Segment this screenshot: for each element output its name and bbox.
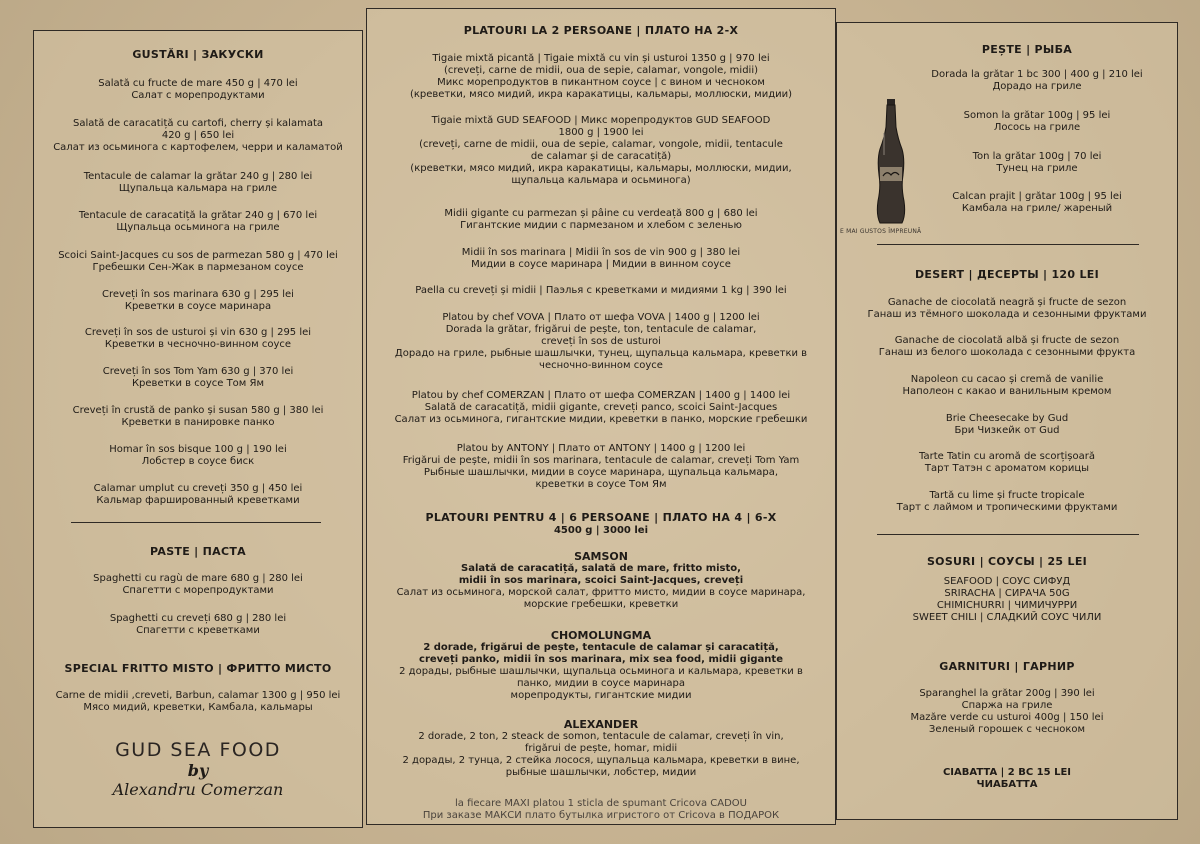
item-name: Tartă cu lime și fructe tropicale xyxy=(929,490,1085,501)
item-line: Гигантские мидии с пармезаном и хлебом с зеленью xyxy=(460,220,742,231)
item-translation: Бри Чизкейк от Gud xyxy=(954,425,1060,436)
sauce-item: SWEET CHILI | СЛАДКИЙ СОУС ЧИЛИ xyxy=(912,612,1102,623)
sosuri-section xyxy=(837,555,1177,624)
item-line: frigărui de pește, homar, midii xyxy=(524,743,678,754)
desert-item xyxy=(837,297,1177,321)
platouri4-section xyxy=(367,511,835,537)
paste-section xyxy=(34,545,362,559)
item-line: 2 dorade, 2 ton, 2 steack de somon, tentacule de calamar, creveți în vin, xyxy=(418,731,784,742)
gustari-item xyxy=(34,118,362,154)
gustari-item xyxy=(34,483,362,507)
item-translation: Лобстер в соусе биск xyxy=(141,456,255,467)
platou-item xyxy=(367,115,835,187)
item-name: Spaghetti cu creveți 680 g | 280 lei xyxy=(109,613,287,624)
divider xyxy=(877,244,1139,245)
item-translation: Спагетти с морепродуктами xyxy=(122,585,274,596)
paste-item xyxy=(34,573,362,597)
bottle-caption: E MAI GUSTOS ÎMPREUNĂ xyxy=(840,228,922,235)
desert-item xyxy=(837,413,1177,437)
garnituri-section xyxy=(837,660,1177,674)
item-translation: Спагетти с креветками xyxy=(136,625,260,636)
brand-by: by xyxy=(187,761,209,780)
item-translation: Ганаш из тёмного шоколада и сезонными фруктами xyxy=(867,309,1147,320)
peste-item xyxy=(897,110,1177,134)
paste-header: PASTE | ПАСТА xyxy=(150,545,246,558)
group-title: CHOMOLUNGMA xyxy=(550,629,652,642)
item-line: Salată de caracatiță, midii gigante, creveți panco, scoici Saint-Jacques xyxy=(424,402,778,413)
item-translation: Креветки в соусе маринара xyxy=(124,301,272,312)
item-line: (креветки, мясо мидий, икра каракатицы, кальмары, моллюски, мидии) xyxy=(409,89,793,100)
item-name: Salată cu fructe de mare 450 g | 470 lei xyxy=(98,78,298,89)
gustari-header: GUSTĂRI | ЗАКУСКИ xyxy=(132,48,264,61)
item-translation: Наполеон с какао и ванильным кремом xyxy=(902,386,1112,397)
item-line: 2 дорады, 2 тунца, 2 стейка лосося, щупальца кальмара, креветки в вине, xyxy=(402,755,800,766)
desert-header: DESERT | ДЕСЕРТЫ | 120 LEI xyxy=(915,268,1099,281)
item-name: Mazăre verde cu usturoi 400g | 150 lei xyxy=(910,712,1104,723)
item-line: Салат из осьминога, морской салат, фритто мисто, мидии в соусе маринара, xyxy=(396,587,806,598)
platou-item xyxy=(367,208,835,232)
item-line: Platou by ANTONY | Плато от ANTONY | 1400 g | 1200 lei xyxy=(456,443,746,454)
item-line: Paella cu creveți și midii | Паэлья с креветками и мидиями 1 kg | 390 lei xyxy=(415,285,787,296)
item-translation: Спаржа на гриле xyxy=(961,700,1053,711)
garnituri-header: GARNITURI | ГАРНИР xyxy=(939,660,1075,673)
item-name: Tentacule de caracatiță la grătar 240 g | 670 lei xyxy=(78,210,318,221)
ciabatta-label: CIABATTA | 2 BC 15 LEI xyxy=(942,767,1072,778)
item-translation: Кальмар фаршированный креветками xyxy=(96,495,300,506)
platouri2-header: PLATOURI LA 2 PERSOANE | ПЛАТО НА 2-Х xyxy=(463,24,739,37)
item-line: панко, мидии в соусе маринара xyxy=(517,678,685,689)
item-line: (creveți, carne de midii, oua de sepie, calamar, vongole, midii) xyxy=(443,65,759,76)
item-name: Ton la grătar 100g | 70 lei xyxy=(972,151,1102,162)
item-line: Platou by chef VOVA | Плато от шефа VOVA | 1400 g | 1200 lei xyxy=(442,312,760,323)
item-price: 420 g | 650 lei xyxy=(161,130,235,141)
item-name: Creveți în sos de usturoi și vin 630 g | 295 lei xyxy=(84,327,312,338)
group-title: SAMSON xyxy=(574,550,628,563)
peste-header: PEȘTE | РЫБА xyxy=(981,43,1073,56)
platouri4-header: PLATOURI PENTRU 4 | 6 PERSOANE | ПЛАТО НА 4 | 6-Х xyxy=(425,511,777,524)
item-translation: Креветки в панировке панко xyxy=(121,417,275,428)
platou-item xyxy=(367,247,835,271)
gustari-item xyxy=(34,366,362,390)
item-line: Midii în sos marinara | Midii în sos de vin 900 g | 380 lei xyxy=(461,247,741,258)
item-line: Salată de caracatiță, salată de mare, fritto misto, xyxy=(461,563,741,574)
item-line: 2 дорады, рыбные шашлычки, щупальца осьминога и кальмара, креветки в xyxy=(399,666,803,677)
desert-item xyxy=(837,490,1177,514)
cola-bottle-icon xyxy=(872,97,910,227)
item-line: щупальца кальмара и осьминога) xyxy=(511,175,691,186)
platouri4-price: 4500 g | 3000 lei xyxy=(553,525,649,536)
platouri2-section xyxy=(367,24,835,38)
item-line: Микс морепродуктов в пикантном соусе | с вином и чесноком xyxy=(437,77,765,88)
item-line: (креветки, мясо мидий, икра каракатицы, кальмары, моллюски, мидии, xyxy=(410,163,792,174)
fritto-section xyxy=(34,662,362,676)
desert-section xyxy=(837,268,1177,282)
item-translation: Лосось на гриле xyxy=(993,122,1081,133)
ciabatta-translation: ЧИАБАТТА xyxy=(976,779,1038,790)
item-translation: Салат с морепродуктами xyxy=(131,90,265,101)
sauce-item: SEAFOOD | СОУС СИФУД xyxy=(943,576,1071,587)
item-line: creveți panko, midii în sos marinara, mix sea food, midii gigante xyxy=(419,654,783,665)
gustari-item xyxy=(34,405,362,429)
item-translation: Тарт Татэн с ароматом корицы xyxy=(924,463,1090,474)
gustari-item xyxy=(34,327,362,351)
sosuri-header: SOSURI | СОУСЫ | 25 LEI xyxy=(926,555,1088,568)
brand-author: Alexandru Comerzan xyxy=(112,780,284,799)
item-name: Somon la grătar 100g | 95 lei xyxy=(963,110,1111,121)
item-name: Creveți în crustă de panko și susan 580 g | 380 lei xyxy=(72,405,324,416)
item-line: Рыбные шашлычки, мидии в соусе маринара, щупальца кальмара, xyxy=(423,467,779,478)
item-translation: Креветки в соусе Том Ям xyxy=(131,378,265,389)
item-line: Дорадо на гриле, рыбные шашлычки, тунец, щупальца кальмара, креветки в xyxy=(394,348,808,359)
item-translation: Мясо мидий, креветки, Камбала, кальмары xyxy=(83,702,313,713)
platou-item xyxy=(367,390,835,426)
item-name: Ganache de ciocolată neagră și fructe de sezon xyxy=(887,297,1127,308)
item-line: Мидии в соусе маринара | Мидии в винном соусе xyxy=(471,259,731,270)
item-line: морепродукты, гигантские мидии xyxy=(510,690,692,701)
gustari-item xyxy=(34,171,362,195)
garnituri-item xyxy=(837,688,1177,736)
promo-note-ro: la fiecare MAXI platou 1 sticla de spumant Cricova CADOU xyxy=(455,798,747,809)
peste-item xyxy=(897,69,1177,93)
item-name: Napoleon cu cacao și cremă de vanilie xyxy=(910,374,1104,385)
promo-note xyxy=(367,798,835,822)
left-panel xyxy=(33,30,363,828)
item-translation: Салат из осьминога с картофелем, черри и каламатой xyxy=(53,142,343,153)
item-name: Scoici Saint-Jacques cu sos de parmezan 580 g | 470 lei xyxy=(58,250,338,261)
divider xyxy=(877,534,1139,535)
item-translation: Гребешки Сен-Жак в пармезаном соусе xyxy=(92,262,304,273)
item-name: Tentacule de calamar la grătar 240 g | 280 lei xyxy=(83,171,313,182)
item-name: Sparanghel la grătar 200g | 390 lei xyxy=(919,688,1095,699)
item-name: Dorada la grătar 1 bc 300 | 400 g | 210 lei xyxy=(931,69,1143,80)
brand-logo xyxy=(34,739,362,799)
middle-panel xyxy=(366,8,836,825)
item-translation: Щупальца осьминога на гриле xyxy=(116,222,280,233)
item-name: Homar în sos bisque 100 g | 190 lei xyxy=(109,444,287,455)
desert-item xyxy=(837,451,1177,475)
item-translation: Камбала на гриле/ жареный xyxy=(961,203,1113,214)
platter-group xyxy=(367,718,835,779)
platou-item xyxy=(367,312,835,372)
peste-section xyxy=(877,43,1177,57)
platou-item xyxy=(367,53,835,101)
gustari-section xyxy=(34,48,362,62)
brand-name: GUD SEA FOOD xyxy=(115,739,281,761)
item-translation: Щупальца кальмара на гриле xyxy=(118,183,278,194)
gustari-item xyxy=(34,289,362,313)
desert-item xyxy=(837,374,1177,398)
peste-item xyxy=(897,191,1177,215)
item-line: creveți în sos de usturoi xyxy=(541,336,661,347)
fritto-header: SPECIAL FRITTO MISTO | ФРИТТО МИСТО xyxy=(64,662,332,675)
item-name: Tarte Tatin cu aromă de scorțișoară xyxy=(919,451,1095,462)
gustari-item xyxy=(34,250,362,274)
item-line: креветки в соусе Том Ям xyxy=(535,479,667,490)
promo-note-ru: При заказе МАКСИ плато бутылка игристого от Cricova в ПОДАРОК xyxy=(422,810,780,821)
platou-item xyxy=(367,285,835,297)
item-translation: Креветки в чесночно-винном соусе xyxy=(104,339,292,350)
item-name: Calcan prajit | grătar 100g | 95 lei xyxy=(952,191,1122,202)
item-line: Frigărui de pește, midii în sos marinara, tentacule de calamar, creveți Tom Yam xyxy=(402,455,800,466)
sauce-item: SRIRACHA | СИРАЧА 50G xyxy=(944,588,1070,599)
item-line: Салат из осьминога, гигантские мидии, креветки в панко, морские гребешки xyxy=(394,414,808,425)
item-line: Tigaie mixtă picantă | Tigaie mixtă cu vin și usturoi 1350 g | 970 lei xyxy=(432,53,770,64)
ciabatta-section xyxy=(837,767,1177,791)
item-name: Creveți în sos marinara 630 g | 295 lei xyxy=(102,289,294,300)
item-name: Brie Cheesecake by Gud xyxy=(945,413,1069,424)
gustari-item xyxy=(34,210,362,234)
item-name: Carne de midii ,creveti, Barbun, calamar 1300 g | 950 lei xyxy=(55,690,341,701)
item-name: Salată de caracatiță cu cartofi, cherry și kalamata xyxy=(72,118,324,129)
item-line: 1800 g | 1900 lei xyxy=(558,127,644,138)
platter-group xyxy=(367,550,835,611)
gustari-item xyxy=(34,78,362,102)
fritto-item xyxy=(34,690,362,714)
paste-item xyxy=(34,613,362,637)
item-translation: Ганаш из белого шоколада с сезонными фрукта xyxy=(878,347,1136,358)
item-line: рыбные шашлычки, лобстер, мидии xyxy=(505,767,697,778)
item-line: midii în sos marinara, scoici Saint-Jacques, creveți xyxy=(458,575,744,586)
gustari-item xyxy=(34,444,362,468)
item-name: Ganache de ciocolată albă și fructe de sezon xyxy=(894,335,1120,346)
item-translation: Зеленый горошек с чесноком xyxy=(928,724,1086,735)
platou-item xyxy=(367,443,835,491)
item-line: (creveți, carne de midii, oua de sepie, calamar, vongole, midii, tentacule xyxy=(419,139,783,150)
item-line: Dorada la grătar, frigărui de pește, ton, tentacule de calamar, xyxy=(445,324,757,335)
item-translation: Тарт с лаймом и тропическими фруктами xyxy=(896,502,1118,513)
sauce-item: CHIMICHURRI | ЧИМИЧУРРИ xyxy=(936,600,1078,611)
item-line: de calamar și de caracatiță) xyxy=(530,151,672,162)
peste-item xyxy=(897,151,1177,175)
item-translation: Дорадо на гриле xyxy=(992,81,1082,92)
item-name: Spaghetti cu ragù de mare 680 g | 280 lei xyxy=(93,573,303,584)
divider xyxy=(71,522,321,523)
item-line: Midii gigante cu parmezan și pâine cu verdeață 800 g | 680 lei xyxy=(444,208,758,219)
item-line: Platou by chef COMERZAN | Плато от шефа COMERZAN | 1400 g | 1400 lei xyxy=(411,390,791,401)
item-translation: Тунец на гриле xyxy=(996,163,1078,174)
desert-item xyxy=(837,335,1177,359)
item-line: чесночно-винном соусе xyxy=(539,360,663,371)
item-line: Tigaie mixtă GUD SEAFOOD | Микс морепродуктов GUD SEAFOOD xyxy=(431,115,771,126)
item-line: 2 dorade, frigărui de pește, tentacule de calamar și caracatiță, xyxy=(423,642,779,653)
item-name: Creveți în sos Tom Yam 630 g | 370 lei xyxy=(102,366,294,377)
platter-group xyxy=(367,629,835,702)
group-title: ALEXANDER xyxy=(563,718,639,731)
item-line: морские гребешки, креветки xyxy=(523,599,679,610)
item-name: Calamar umplut cu creveți 350 g | 450 lei xyxy=(93,483,303,494)
